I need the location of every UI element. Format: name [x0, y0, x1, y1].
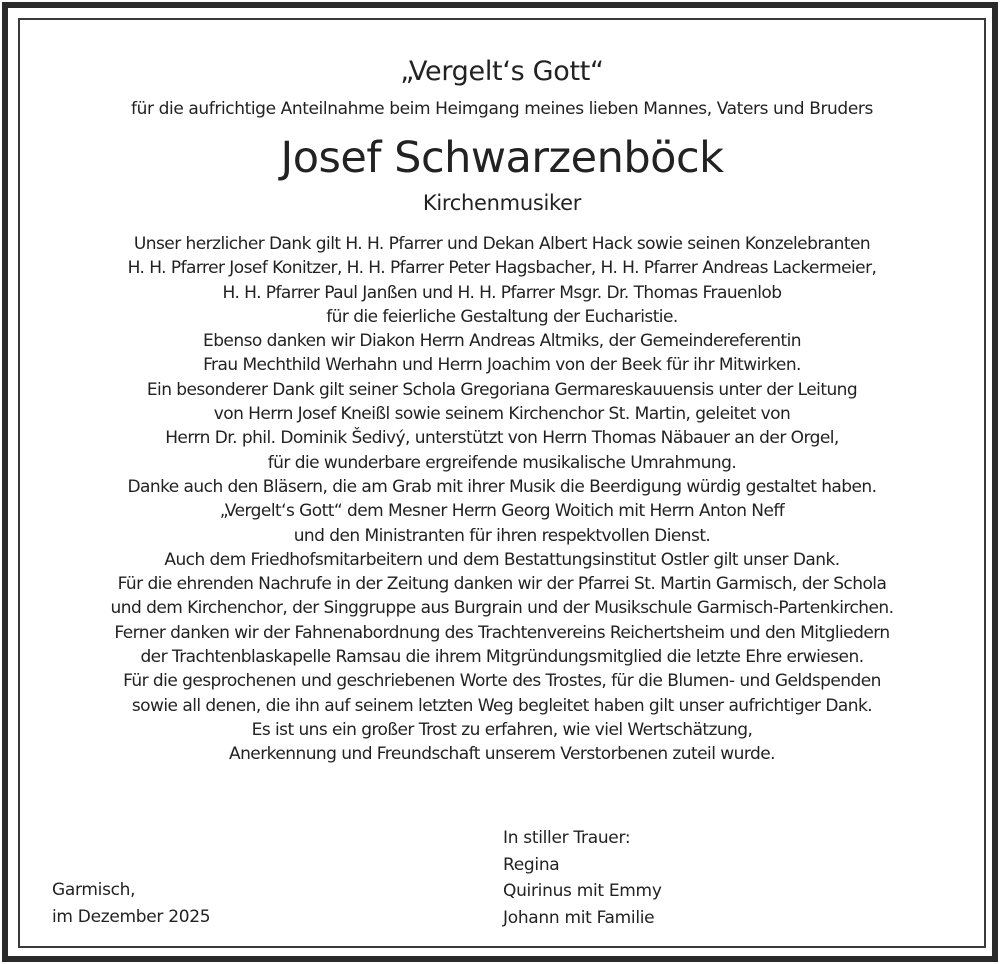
- place-and-date: [52, 877, 210, 931]
- notice-body: [20, 232, 984, 767]
- body-line: Herrn Dr. phil. Dominik Šedivý, unterstützt von Herrn Thomas Näbauer an der Orgel,: [165, 428, 839, 449]
- body-line: und dem Kirchenchor, der Singgruppe aus Burgrain und der Musikschule Garmisch-Partenkirchen.: [110, 598, 894, 619]
- body-line: Ebenso danken wir Diakon Herrn Andreas Altmiks, der Gemeindereferentin: [203, 331, 801, 352]
- notice-heading: „Vergelt‘s Gott“: [400, 56, 604, 87]
- body-line: Frau Mechthild Werhahn und Herrn Joachim von der Beek für ihr Mitwirken.: [203, 355, 801, 376]
- deceased-role: Kirchenmusiker: [422, 191, 582, 215]
- mourners-intro: In stiller Trauer:: [503, 828, 631, 848]
- body-line: H. H. Pfarrer Josef Konitzer, H. H. Pfarrer Peter Hagsbacher, H. H. Pfarrer Andreas Lackermeier,: [127, 258, 877, 279]
- body-line: Für die gesprochenen und geschriebenen Worte des Trostes, für die Blumen- und Geldspenden: [123, 671, 881, 692]
- mourners-signature: [503, 825, 662, 931]
- body-line: Danke auch den Bläsern, die am Grab mit ihrer Musik die Beerdigung würdig gestaltet haben.: [127, 476, 877, 497]
- body-line: sowie all denen, die ihn auf seinem letzten Weg begleitet haben gilt unser aufrichtiger Dank.: [131, 695, 873, 716]
- place: Garmisch,: [52, 880, 136, 900]
- notice-subheading: für die aufrichtige Anteilnahme beim Heimgang meines lieben Mannes, Vaters und Bruders: [131, 99, 873, 119]
- body-line: für die feierliche Gestaltung der Eucharistie.: [326, 306, 678, 327]
- body-line: Anerkennung und Freundschaft unserem Verstorbenen zuteil wurde.: [229, 744, 775, 765]
- mourner-name: Regina: [503, 854, 560, 875]
- mourner-name: Quirinus mit Emmy: [503, 881, 662, 901]
- body-line: H. H. Pfarrer Paul Janßen und H. H. Pfarrer Msgr. Dr. Thomas Frauenlob: [222, 282, 782, 303]
- date: im Dezember 2025: [52, 907, 211, 927]
- mourner-name: Johann mit Familie: [503, 907, 655, 928]
- body-line: für die wunderbare ergreifende musikalische Umrahmung.: [267, 452, 737, 473]
- body-line: Für die ehrenden Nachrufe in der Zeitung danken wir der Pfarrei St. Martin Garmisch, der Schola: [117, 574, 887, 595]
- body-line: und den Ministranten für ihren respektvollen Dienst.: [293, 525, 711, 546]
- body-line: Ferner danken wir der Fahnenabordnung des Trachtenvereins Reichertsheim und den Mitgliedern: [114, 622, 890, 643]
- body-line: der Trachtenblaskapelle Ramsau die ihrem Mitgründungsmitglied die letzte Ehre erwiesen.: [140, 647, 864, 668]
- body-line: Ein besonderer Dank gilt seiner Schola Gregoriana Germareskauuensis unter der Leitung: [146, 379, 858, 400]
- deceased-name: Josef Schwarzenböck: [280, 133, 724, 183]
- body-line: „Vergelt‘s Gott“ dem Mesner Herrn Georg Woitich mit Herrn Anton Neff: [219, 501, 785, 522]
- body-line: Es ist uns ein großer Trost zu erfahren, wie viel Wertschätzung,: [251, 719, 753, 740]
- body-line: Unser herzlicher Dank gilt H. H. Pfarrer und Dekan Albert Hack sowie seinen Konzelebranten: [133, 234, 871, 254]
- body-line: Auch dem Friedhofsmitarbeitern und dem Bestattungsinstitut Ostler gilt unser Dank.: [164, 549, 840, 570]
- body-line: von Herrn Josef Kneißl sowie seinem Kirchenchor St. Martin, geleitet von: [213, 404, 791, 425]
